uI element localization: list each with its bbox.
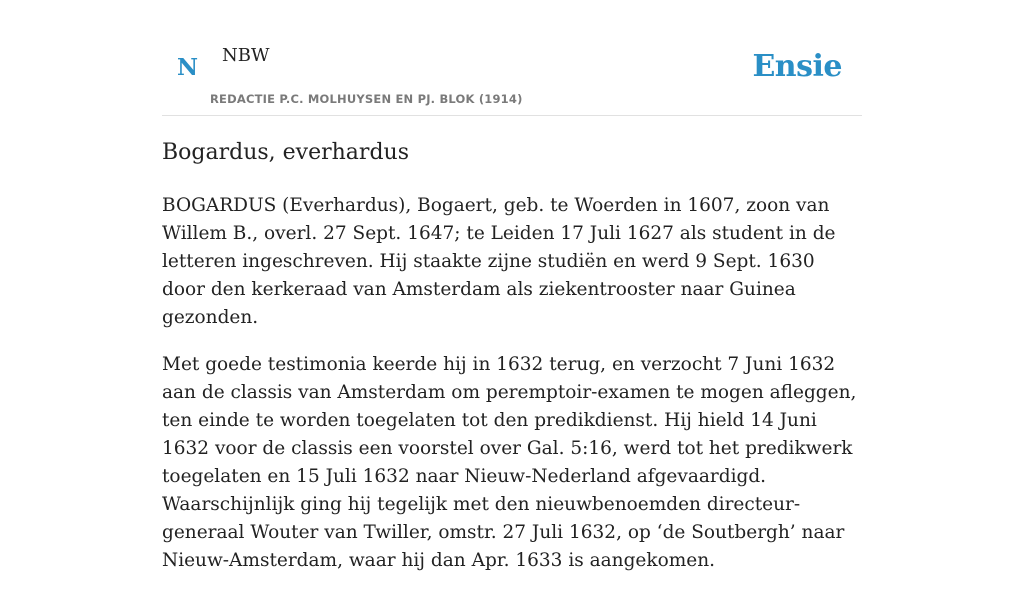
source-editors: REDACTIE P.C. MOLHUYSEN EN PJ. BLOK (1914) — [210, 92, 523, 106]
header — [162, 0, 862, 116]
article-body — [162, 192, 862, 594]
source-name[interactable]: NBW — [222, 45, 270, 66]
brand-logo[interactable]: Ensie — [752, 49, 842, 84]
article-paragraph: Met goede testimonia keerde hij in 1632 terug, en verzocht 7 Juni 1632 aan de classis van Amsterdam om peremptoir-examen te mogen afleggen, ten einde te worden toegelaten tot den predikdienst. Hij hield 14 Juni 1632 voor de classis een voorstel over Gal. 5:16, werd tot het predikwerk toegelaten en 15 Juli 1632 naar Nieuw-Nederland afgevaardigd. Waarschijnlijk ging hij tegelijk met den nieuwbenoemden directeur-generaal Wouter van Twiller, omstr. 27 Juli 1632, op ‘de Soutbergh’ naar Nieuw-Amsterdam, waar hij dan Apr. 1633 is aangekomen. — [162, 354, 857, 571]
article-title: Bogardus, everhardus — [162, 140, 409, 165]
article-paragraph: BOGARDUS (Everhardus), Bogaert, geb. te Woerden in 1607, zoon van Willem B., overl. 27 Sept. 1647; te Leiden 17 Juli 1627 als student in de letteren ingeschreven. Hij staakte zijne studiën en werd 9 Sept. 1630 door den kerkeraad van Amsterdam als ziekentrooster naar Guinea gezonden. — [162, 195, 836, 328]
source-logo[interactable]: N — [177, 54, 199, 81]
